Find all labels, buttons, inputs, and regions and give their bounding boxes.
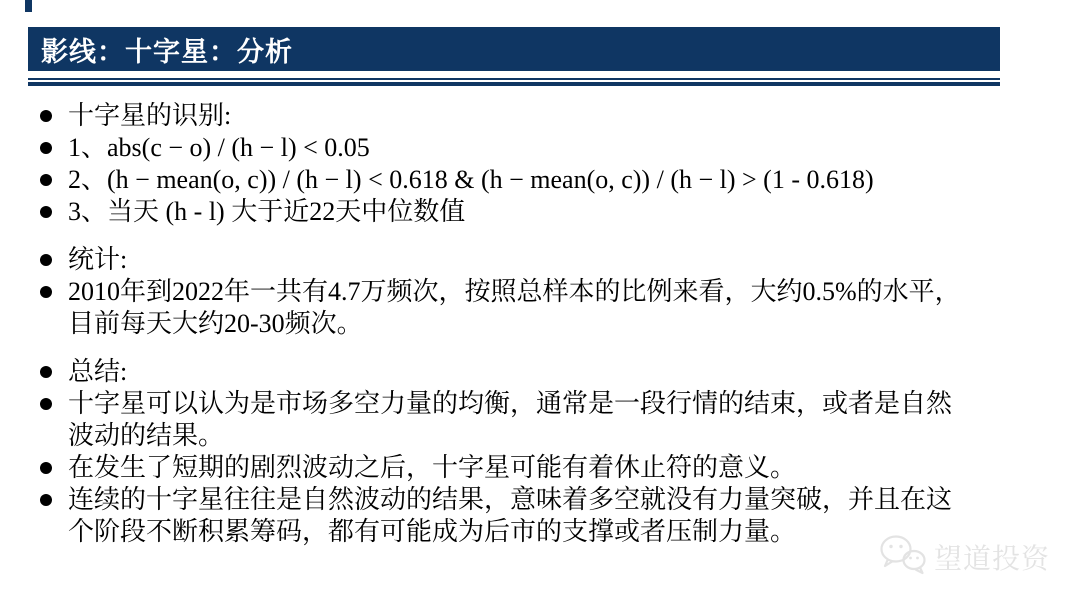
list-item-text: 十字星的识别:	[68, 101, 232, 130]
wechat-icon	[879, 533, 927, 580]
watermark-text: 望道投资	[933, 543, 1050, 575]
section-summary	[40, 356, 1045, 548]
list-item-text: 3、当天 (h - l) 大于近22天中位数值	[68, 197, 466, 226]
top-accent-tick	[25, 0, 32, 12]
list-item-text: 在发生了短期的剧烈波动之后，十字星可能有着休止符的意义。	[68, 453, 797, 482]
watermark	[879, 533, 1050, 580]
list-item	[40, 388, 1045, 452]
bullet-icon	[40, 366, 52, 378]
list-item	[40, 164, 1045, 196]
bullet-icon	[40, 206, 52, 218]
bullet-icon	[40, 254, 52, 266]
title-bar	[28, 27, 1000, 71]
bullet-icon	[40, 174, 52, 186]
list-item	[40, 196, 1045, 228]
list-item-text: 2010年到2022年一共有4.7万频次，按照总样本的比例来看，大约0.5%的水平，目前每天大约20-30频次。	[68, 277, 961, 338]
list-item-text: 2、(h − mean(o, c)) / (h − l) < 0.618 & (h − mean(o, c)) / (h − l) > (1 - 0.618)	[68, 165, 874, 194]
title-divider	[28, 78, 1000, 86]
list-item-text: 1、abs(c − o) / (h − l) < 0.05	[68, 133, 370, 162]
list-item-text: 十字星可以认为是市场多空力量的均衡，通常是一段行情的结束，或者是自然波动的结果。	[68, 389, 953, 450]
list-item	[40, 356, 1045, 388]
list-item-text: 统计:	[68, 245, 128, 274]
list-item	[40, 100, 1045, 132]
bullet-icon	[40, 110, 52, 122]
list-item-text: 连续的十字星往往是自然波动的结果，意味着多空就没有力量突破，并且在这个阶段不断积累筹码，都有可能成为后市的支撑或者压制力量。	[68, 485, 953, 546]
list-item	[40, 244, 1045, 276]
list-item	[40, 132, 1045, 164]
section-identification	[40, 100, 1045, 228]
bullet-icon	[40, 142, 52, 154]
list-item	[40, 276, 1045, 340]
bullet-icon	[40, 462, 52, 474]
page-title: 影线：十字星：分析	[41, 36, 293, 67]
bullet-icon	[40, 494, 52, 506]
list-item	[40, 452, 1045, 484]
list-item-text: 总结:	[68, 357, 128, 386]
slide-content	[40, 100, 1045, 548]
bullet-icon	[40, 286, 52, 298]
section-statistics	[40, 244, 1045, 340]
bullet-icon	[40, 398, 52, 410]
